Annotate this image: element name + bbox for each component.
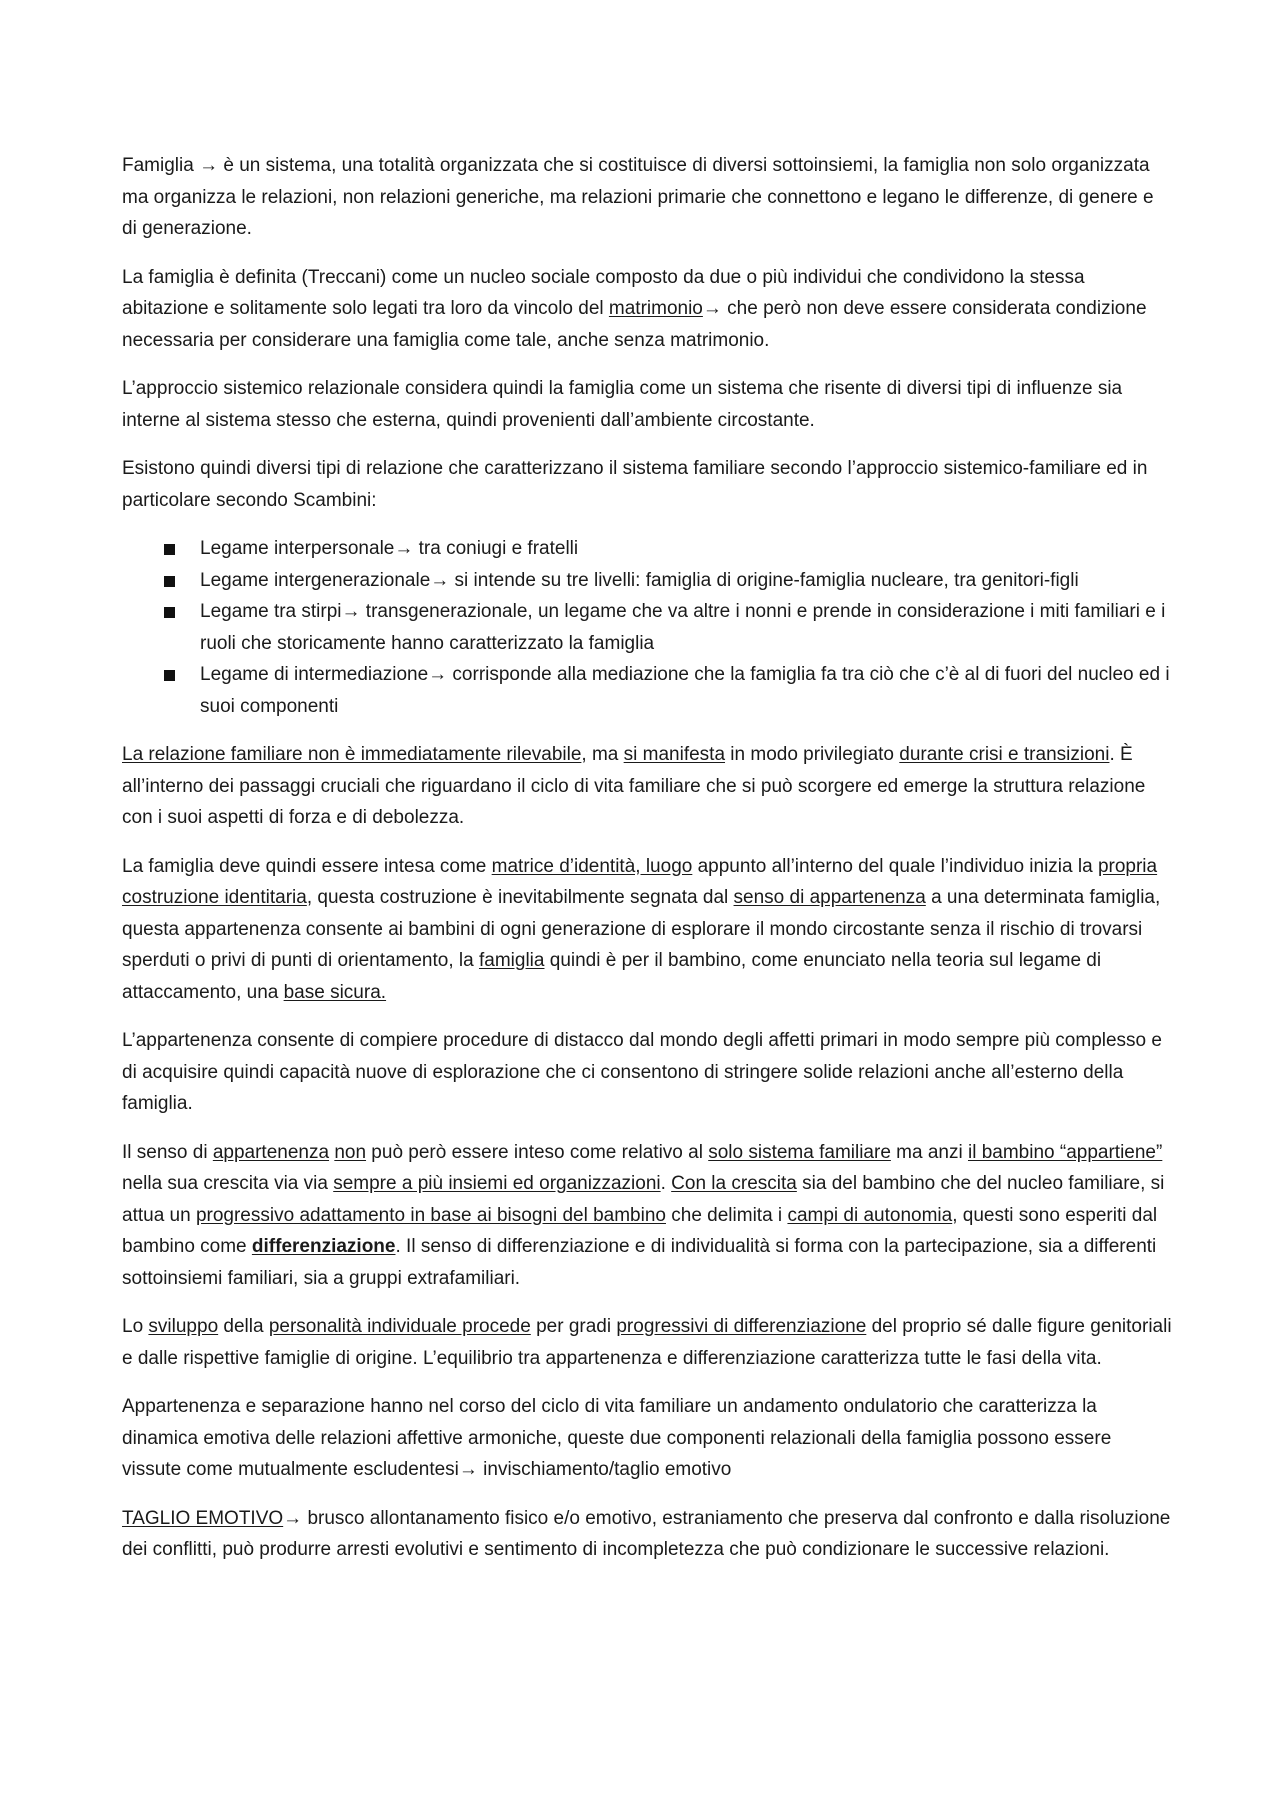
arrow-icon: → bbox=[430, 569, 450, 591]
arrow-icon: → bbox=[341, 601, 361, 622]
list-item: Legame di intermediazione→ corrisponde alla mediazione che la famiglia fa tra ciò che c’è al di fuori del nucleo ed i suoi componenti bbox=[122, 659, 1172, 722]
arrow-icon: → bbox=[283, 1507, 303, 1529]
paragraph-matrice-identita: La famiglia deve quindi essere intesa come matrice d’identità, luogo appunto all’interno del quale l’individuo inizia la propria costruzione identitaria, questa costruzione è inevitabilmente segnata dal senso di appartenenza a una determinata famiglia, questa appartenenza consente ai bambini di ogni generazione di esplorare il mondo circostante senza il rischio di trovarsi sperduti o privi di punti di orientamento, la famiglia quindi è per il bambino, come enunciato nella teoria sul legame di attaccamento, una base sicura. bbox=[122, 855, 1161, 1003]
arrow-icon: → bbox=[702, 298, 722, 319]
arrow-icon: → bbox=[458, 1459, 478, 1480]
document-page bbox=[122, 150, 1172, 1583]
arrow-icon: → bbox=[199, 155, 219, 176]
list-item: Legame intergenerazionale→ si intende su tre livelli: famiglia di origine-famiglia nucleare, tra genitori-figli bbox=[122, 565, 1172, 597]
paragraph-senso-appartenenza: Il senso di appartenenza non può però essere inteso come relativo al solo sistema familiare ma anzi il bambino “appartiene” nella sua crescita via via sempre a più insiemi ed organizzazioni. Con la crescita sia del bambino che del nucleo familiare, si attua un progressivo adattamento in base ai bisogni del bambino che delimita i campi di autonomia, questi sono esperiti dal bambino come differenziazione. Il senso di differenziazione e di individualità si forma con la partecipazione, sia a differenti sottoinsiemi familiari, sia a gruppi extrafamiliari. bbox=[122, 1141, 1165, 1289]
paragraph-appartenenza: L’appartenenza consente di compiere procedure di distacco dal mondo degli affetti primari in modo sempre più complesso e di acquisire quindi capacità nuove di esplorazione che ci consentono di stringere solide relazioni anche all’esterno della famiglia. bbox=[122, 1030, 1162, 1114]
paragraph-taglio-emotivo: TAGLIO EMOTIVO→ brusco allontanamento fisico e/o emotivo, estraniamento che preserva dal confronto e dalla risoluzione dei conflitti, può produrre arresti evolutivi e sentimento di incompletezza che può condizionare le successive relazioni. bbox=[122, 1507, 1171, 1560]
paragraph-relazione-familiare: La relazione familiare non è immediatamente rilevabile, ma si manifesta in modo privilegiato durante crisi e transizioni. È all’interno dei passaggi cruciali che riguardano il ciclo di vita familiare che si può scorgere ed emerge la struttura relazione con i suoi aspetti di forza e di debolezza. bbox=[122, 744, 1146, 828]
arrow-icon: → bbox=[394, 538, 414, 559]
arrow-icon: → bbox=[428, 664, 448, 685]
paragraph-tipi-relazione: Esistono quindi diversi tipi di relazione che caratterizzano il sistema familiare secondo l’approccio sistemico-familiare ed in particolare secondo Scambini: bbox=[122, 458, 1148, 511]
list-item: Legame tra stirpi→ transgenerazionale, un legame che va altre i nonni e prende in considerazione i miti familiari e i ruoli che storicamente hanno caratterizzato la famiglia bbox=[122, 596, 1172, 659]
paragraph-famiglia: Famiglia → è un sistema, una totalità organizzata che si costituisce di diversi sottoinsiemi, la famiglia non solo organizzata ma organizza le relazioni, non relazioni generiche, ma relazioni primarie che connettono e legano le differenze, di genere e di generazione. bbox=[122, 155, 1154, 239]
list-item: Legame interpersonale→ tra coniugi e fratelli bbox=[122, 533, 1172, 565]
legami-list bbox=[122, 533, 1172, 722]
paragraph-separazione: Appartenenza e separazione hanno nel corso del ciclo di vita familiare un andamento ondulatorio che caratterizza la dinamica emotiva delle relazioni affettive armoniche, queste due componenti relazionali della famiglia possono essere vissute come mutualmente escludentesi→ invischiamento/taglio emotivo bbox=[122, 1396, 1112, 1480]
paragraph-definizione: La famiglia è definita (Treccani) come un nucleo sociale composto da due o più individui che condividono la stessa abitazione e solitamente solo legati tra loro da vincolo del matrimonio→ che però non deve essere considerata condizione necessaria per considerare una famiglia come tale, anche senza matrimonio. bbox=[122, 266, 1147, 351]
paragraph-approccio: L’approccio sistemico relazionale considera quindi la famiglia come un sistema che risente di diversi tipi di influenze sia interne al sistema stesso che esterna, quindi provenienti dall’ambiente circostante. bbox=[122, 378, 1123, 431]
paragraph-sviluppo: Lo sviluppo della personalità individuale procede per gradi progressivi di differenziazione del proprio sé dalle figure genitoriali e dalle rispettive famiglie di origine. L’equilibrio tra appartenenza e differenziazione caratterizza tutte le fasi della vita. bbox=[122, 1316, 1172, 1369]
